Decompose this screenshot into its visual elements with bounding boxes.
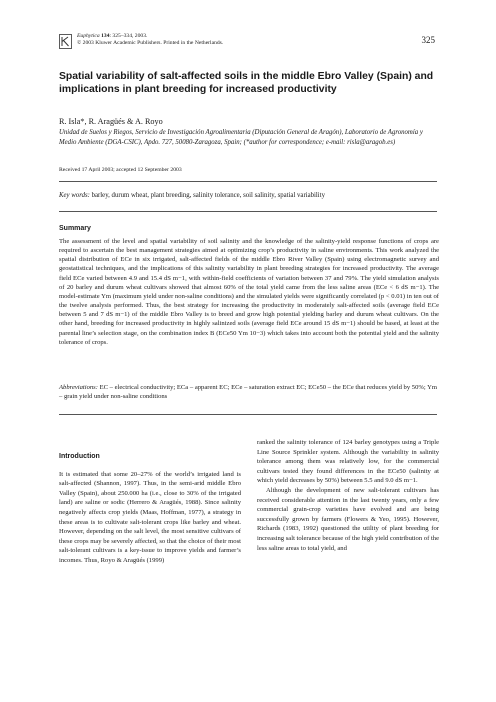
keywords-text: barley, durum wheat, plant breeding, salinity tolerance, soil salinity, spatial variability <box>89 192 325 199</box>
journal-masthead <box>59 33 223 49</box>
abbreviations-label: Abbreviations: <box>59 384 98 391</box>
divider-bottom <box>59 414 437 415</box>
received-dates: Received 17 April 2003; accepted 12 September 2003 <box>59 167 182 173</box>
journal-pages: : 325–334, 2003. <box>109 33 148 39</box>
abbreviations-line <box>59 383 439 401</box>
publisher-logo-icon <box>59 34 72 49</box>
keywords-line <box>59 192 439 199</box>
right-column <box>257 438 439 553</box>
divider-keywords <box>59 211 437 212</box>
divider-top <box>59 181 437 182</box>
summary-text: The assessment of the level and spatial variability of soil salinity and the knowledge of the salinity-yield response functions of crops are required to ascertain the best management strategies aimed at optimizing crop’s productivity in saline environments. This work analyzed the spatial distribution of ECe in six irrigated, salt-affected fields of the middle Ebro River Valley (Spain) using electromagnetic survey and geostatistical techniques, and the implications of this salinity variability in plant breeding strategies for increased productivity. The average field ECe varied between 4.9 and 15.4 dS m−1, with within-field coefficients of variation between 37 and 79%. The yield simulation analysis of 20 barley and durum wheat cultivars showed that almost 60% of the total yield came from the less saline areas (ECe < 6 dS m−1). The model-estimate Ym (maximum yield under non-saline conditions) and the simulated yields were significantly correlated (p < 0.01) in ten out of the twelve analysis performed. Thus, the best strategy for increasing the productivity in moderately salt-affected soils (average field ECe between 5 and 7 dS m−1) of the middle Ebro Valley is to breed and grow high potential yielding barley and durum wheat cultivars. On the other hand, breeding for increased productivity in highly salinized soils (average field ECe around 15 dS m−1) should be based, at least at the parental line’s selection stage, on the combination index B (ECe50 Ym 10−3) which takes into account both the potential yield and the salinity tolerance of crops. <box>59 238 439 346</box>
abbreviations-text: EC – electrical conductivity; ECa – apparent EC; ECe – saturation extract EC; ECe50 – the ECe that reduces yield by 50%; Ym – grain yield under non-saline conditions <box>59 384 438 401</box>
intro-paragraph-3: Although the development of new salt-tolerant cultivars has received considerable attention in the last twenty years, only a few commercial grain-crop varieties have evolved and are being successfully grown by farmers (Flowers & Yeo, 1995). However, Richards (1983, 1992) questioned the utility of plant breeding for increasing salt tolerance because of the high yield contribution of the less saline areas to total yield, and <box>257 486 439 552</box>
left-column <box>59 452 241 566</box>
page-number: 325 <box>421 35 435 45</box>
introduction-heading: Introduction <box>59 453 100 460</box>
intro-paragraph-1: It is estimated that some 20–27% of the world’s irrigated land is salt-affected (Shannon, 1997). Thus, in the semi-arid middle Ebro Valley (Spain), about 250.000 ha (i.e., close to 30% of the irrigated land) are saline or sodic (Herrero & Aragüés, 1988). Since salinity negatively affects crop yields (Maas, Hoffman, 1977), a strategy in these areas is to cultivate salt-tolerant crops like barley and wheat. However, depending on the salt level, the most sensitive cultivars of these crops may be severely affected, so that the choice of their most salt-tolerant cultivars is a key-issue to improve yields and farmer’s incomes. Thus, Royo & Aragüés (1999) <box>59 470 241 564</box>
article-authors: R. Isla*, R. Aragüés & A. Royo <box>59 117 163 126</box>
journal-name: Euphytica <box>77 33 100 39</box>
author-affiliation: Unidad de Suelos y Riegos, Servicio de Investigación Agroalimentaria (Diputación General de Aragón), Laboratorio de Agronomía y Medio Ambiente (DGA-CSIC), Apdo. 727, 50080-Zaragoza, Spain; (*author for correspondence; e-mail: risla@aragob.es) <box>59 129 423 146</box>
keywords-label: Key words: <box>59 192 90 199</box>
article-title: Spatial variability of salt-affected soils in the middle Ebro Valley (Spain) and implications in plant breeding for increased productivity <box>59 71 434 95</box>
copyright-line: © 2003 Kluwer Academic Publishers. Printed in the Netherlands. <box>77 40 224 47</box>
journal-volume: 134 <box>101 33 110 39</box>
intro-paragraph-2: ranked the salinity tolerance of 124 barley genotypes using a Triple Line Source Sprinkler system. Although the variability in salinity tolerance among them was relatively low, for the commercial cultivars tested they found differences in the ECe50 (salinity at which yield decreases by 50%) between 5.5 and 9.0 dS m−1. <box>257 439 439 485</box>
summary-heading: Summary <box>59 225 91 232</box>
